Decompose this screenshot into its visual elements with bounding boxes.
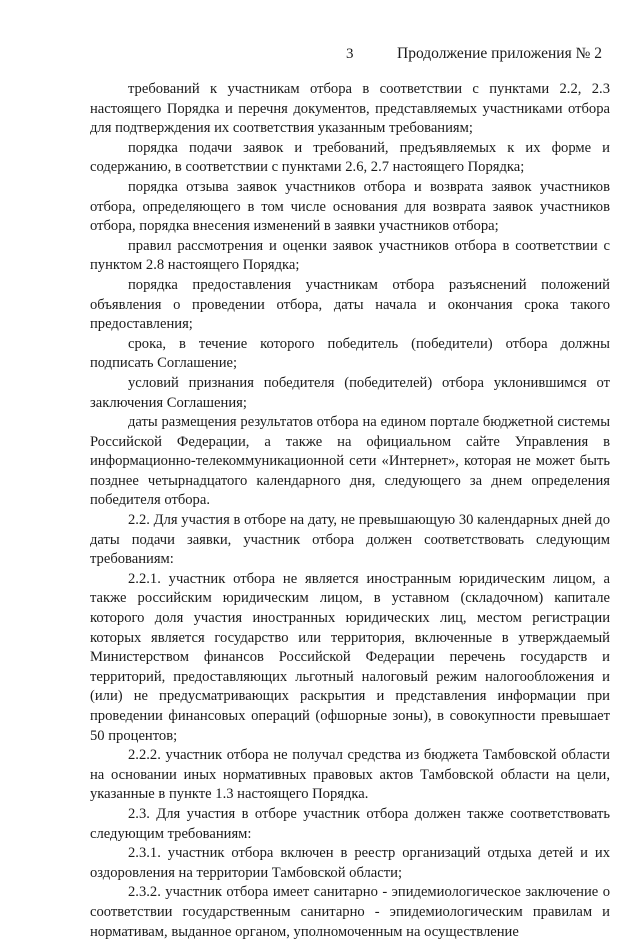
paragraph-2-2-2: 2.2.2. участник отбора не получал средства из бюджета Тамбовской области на основании иных нормативных правовых актов Тамбовской области на цели, указанные в пункте 1.3 настоящего Порядка. <box>90 747 610 803</box>
paragraph-review-rules: правил рассмотрения и оценки заявок участников отбора в соответствии с пунктом 2.8 настоящего Порядка; <box>90 237 610 274</box>
paragraph-2-3-1: 2.3.1. участник отбора включен в реестр организаций отдыха детей и их оздоровления на территории Тамбовской области; <box>90 845 610 881</box>
paragraph-2-3: 2.3. Для участия в отборе участник отбора должен также соответствовать следующим требованиям: <box>90 805 610 842</box>
paragraph-evasion-conditions: условий признания победителя (победителей) отбора уклонившимся от заключения Соглашения; <box>90 374 610 411</box>
appendix-continuation-note: Продолжение приложения № 2 <box>397 45 602 62</box>
paragraph-withdrawal-procedure: порядка отзыва заявок участников отбора и возврата заявок участников отбора, определяющего в том числе основания для возврата заявок участников отбора, порядка внесения изменений в заявки участников отбора; <box>90 178 610 235</box>
page-number: 3 <box>346 46 354 62</box>
paragraph-application-procedure: порядка подачи заявок и требований, предъявляемых к их форме и содержанию, в соответствии с пунктами 2.6, 2.7 настоящего Порядка; <box>90 139 610 176</box>
paragraph-signing-deadline: срока, в течение которого победитель (победители) отбора должны подписать Соглашение; <box>90 335 610 372</box>
paragraph-2-2-1: 2.2.1. участник отбора не является иностранным юридическим лицом, а также российским юридическим лицом, в уставном (складочном) капитале которого доля участия иностранных юридических лиц, местом регистрации которых является государство или территория, включенные в утверждаемый Министерством финансов Российской Федерации перечень государств и территорий, предоставляющих льготный налоговый режим налогообложения и (или) не предусматривающих раскрытия и представления информации при проведении финансовых операций (офшорные зоны), в совокупности превышает 50 процентов; <box>90 570 610 744</box>
paragraph-clarifications: порядка предоставления участникам отбора разъяснений положений объявления о проведении отбора, даты начала и окончания срока такого предоставления; <box>90 276 610 333</box>
document-body <box>90 80 610 942</box>
paragraph-2-3-2: 2.3.2. участник отбора имеет санитарно - эпидемиологическое заключение о соответствии государственным санитарно - эпидемиологическим правилам и нормативам, выданное органом, уполномоченным на осуществление <box>90 884 610 940</box>
paragraph-requirements-participants: требований к участникам отбора в соответствии с пунктами 2.2, 2.3 настоящего Порядка и перечня документов, представляемых участниками отбора для подтверждения их соответствия указанным требованиям; <box>90 81 610 137</box>
paragraph-results-publication: даты размещения результатов отбора на едином портале бюджетной системы Российской Федерации, а также на официальном сайте Управления в информационно-телекоммуникационной сети «Интернет», которая не может быть позднее четырнадцатого календарного дня, следующего за днем определения победителя отбора. <box>90 414 610 509</box>
paragraph-2-2: 2.2. Для участия в отборе на дату, не превышающую 30 календарных дней до даты подачи заявки, участник отбора должен соответствовать следующим требованиям: <box>90 512 610 568</box>
